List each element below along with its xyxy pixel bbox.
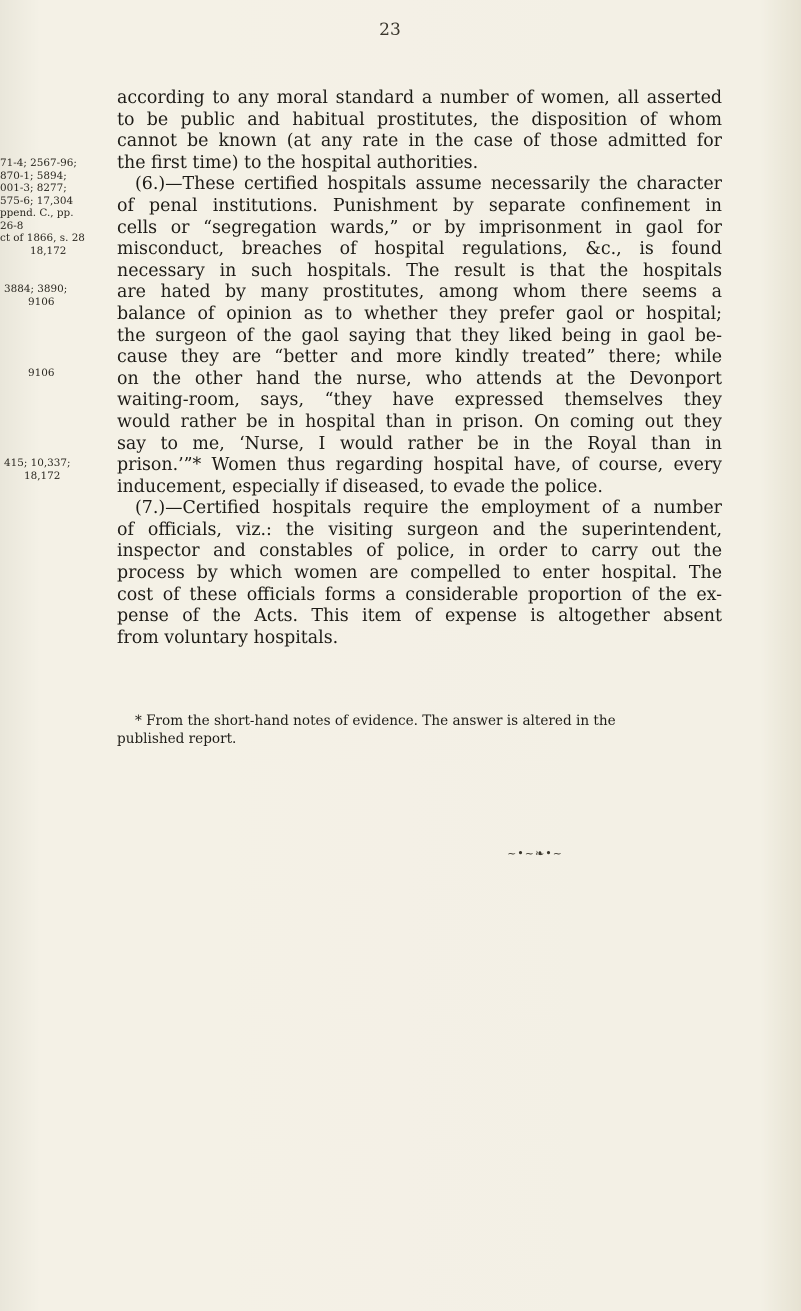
- margin-note: ct of 1866, s. 28: [0, 232, 85, 244]
- text-line: according to any moral standard a number of women, all asserted: [117, 88, 722, 108]
- text-line: the first time) to the hospital authorities.: [117, 152, 479, 173]
- text-line: (7.)—Certified hospitals require the employment of a number: [135, 498, 722, 519]
- text-line: say to me, ‘Nurse, I would rather be in the Royal than in: [117, 433, 722, 454]
- text-line: are hated by many prostitutes, among whom there seems a: [117, 282, 722, 303]
- text-line: the surgeon of the gaol saying that they liked being in gaol be-: [117, 325, 722, 346]
- margin-note: 415; 10,337;: [4, 457, 71, 469]
- tailpiece-ornament: ~•~❧•~: [507, 847, 563, 860]
- margin-note: 71-4; 2567-96;: [0, 157, 77, 169]
- text-line: waiting-room, says, “they have expressed themselves they: [117, 390, 722, 411]
- text-line: necessary in such hospitals. The result is that the hospitals: [117, 260, 722, 281]
- text-line: inspector and constables of police, in order to carry out the: [117, 541, 722, 562]
- text-line: on the other hand the nurse, who attends at the Devonport: [117, 368, 722, 389]
- text-line: cost of these officials forms a considerable proportion of the ex-: [117, 584, 722, 605]
- text-line: misconduct, breaches of hospital regulations, &c., is found: [117, 239, 722, 260]
- text-line: balance of opinion as to whether they prefer gaol or hospital;: [117, 303, 722, 324]
- text-line: to be public and habitual prostitutes, the disposition of whom: [117, 109, 722, 130]
- margin-note: 18,172: [30, 245, 67, 257]
- text-line: from voluntary hospitals.: [117, 627, 339, 648]
- text-line: pense of the Acts. This item of expense is altogether absent: [117, 606, 722, 627]
- margin-note: ppend. C., pp.: [0, 207, 74, 219]
- margin-note: 18,172: [24, 470, 61, 482]
- text-line: would rather be in hospital than in prison. On coming out they: [117, 411, 722, 432]
- footnote-line: published report.: [117, 731, 237, 747]
- margin-note: 870-1; 5894;: [0, 170, 67, 182]
- footnote-line: * From the short-hand notes of evidence. The answer is altered in the: [135, 713, 616, 729]
- margin-note: 001-3; 8277;: [0, 182, 67, 194]
- margin-note: 9106: [28, 367, 55, 379]
- text-line: cells or “segregation wards,” or by imprisonment in gaol for: [117, 217, 722, 238]
- body-text: [117, 88, 722, 649]
- page-number: 23: [379, 20, 401, 40]
- text-line: cause they are “better and more kindly treated” there; while: [117, 347, 722, 368]
- text-line: inducement, especially if diseased, to evade the police.: [117, 476, 603, 497]
- margin-note: 575-6; 17,304: [0, 195, 74, 207]
- text-line: of officials, viz.: the visiting surgeon and the superintendent,: [117, 519, 722, 540]
- margin-note: 9106: [28, 296, 55, 308]
- text-line: process by which women are compelled to enter hospital. The: [117, 563, 722, 584]
- footnote: [117, 712, 723, 748]
- text-line: (6.)—These certified hospitals assume necessarily the character: [135, 174, 722, 195]
- margin-note: 26-8: [0, 220, 24, 232]
- text-line: prison.’”* Women thus regarding hospital have, of course, every: [117, 455, 722, 476]
- text-line: cannot be known (at any rate in the case of those admitted for: [117, 131, 722, 152]
- margin-note: 3884; 3890;: [4, 283, 68, 295]
- text-line: of penal institutions. Punishment by separate confinement in: [117, 195, 722, 216]
